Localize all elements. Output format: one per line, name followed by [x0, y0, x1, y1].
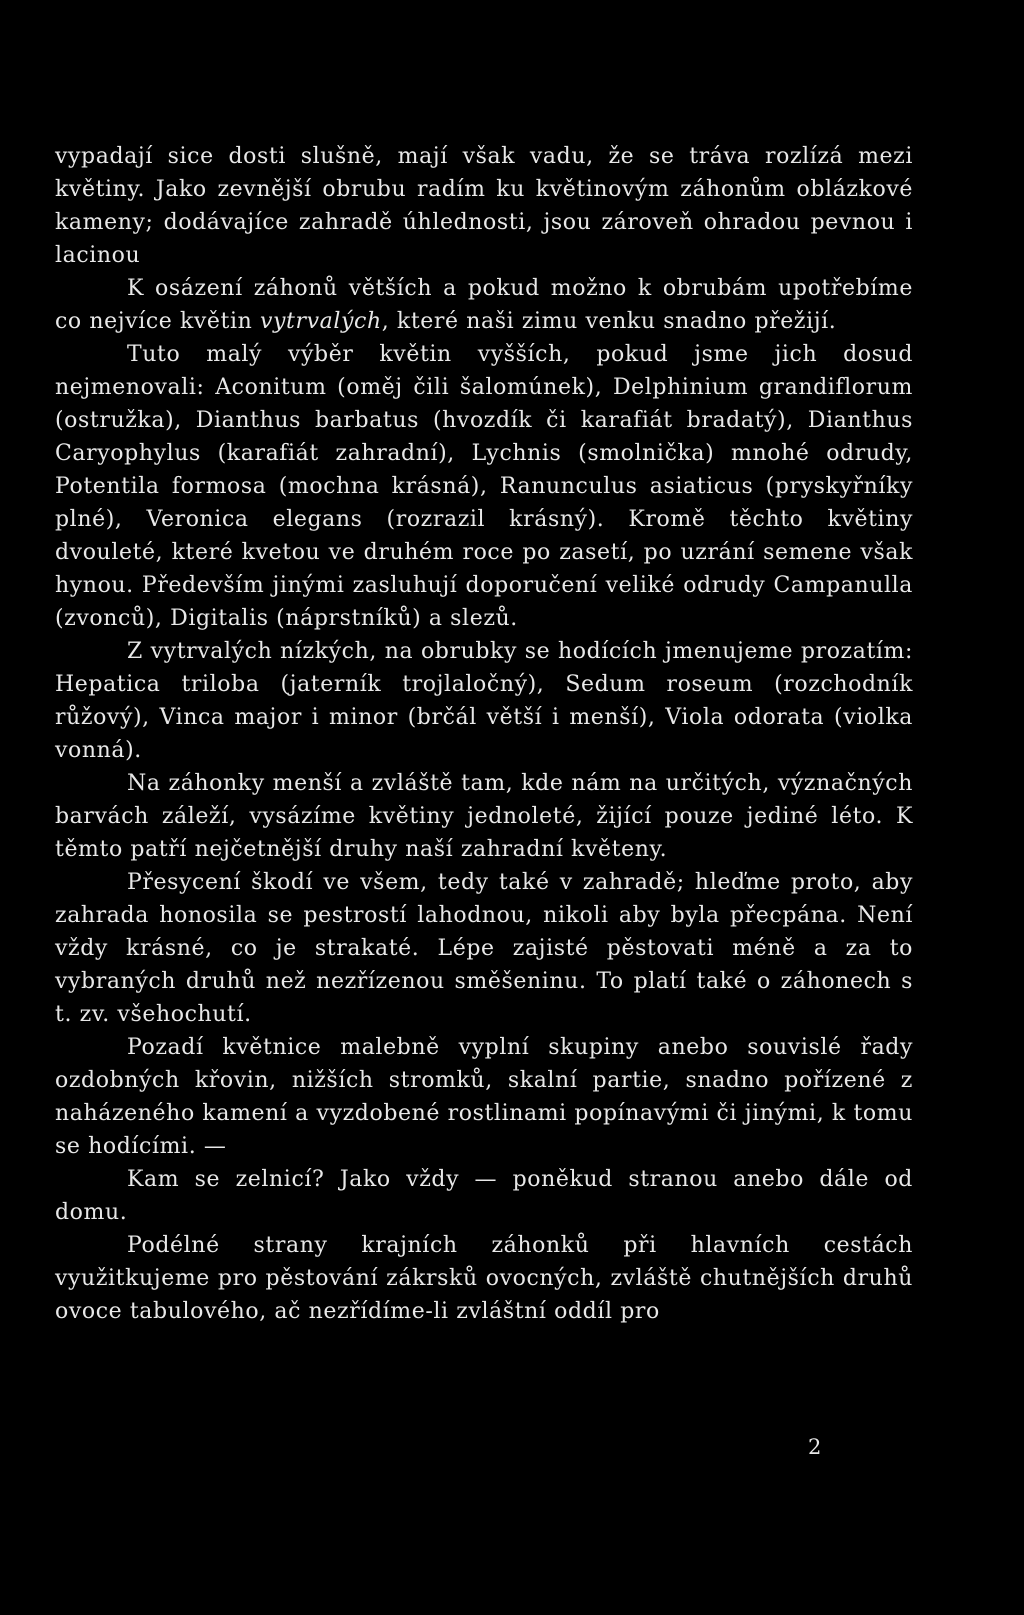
paragraph-2: [55, 272, 913, 338]
paragraph-6: Přesycení škodí ve všem, tedy také v zahradě; hleďme proto, aby zahrada honosila se pestrostí lahodnou, nikoli aby byla přecpána. Není vždy krásné, co je strakaté. Lépe zajisté pěstovati méně a za to vybraných druhů než nezřízenou směšeninu. To platí také o záhonech s t. zv. všehochutí.: [55, 870, 913, 1027]
paragraph-9: Podélné strany krajních záhonků při hlavních cestách využitkujeme pro pěstování zákrsků ovocných, zvláště chutnějších druhů ovoce tabulového, ač nezřídíme-li zvláštní oddíl pro: [55, 1233, 913, 1324]
paragraph-2-before: K osázení záhonů větších a pokud možno k obrubám upotřebíme co nejvíce květin: [55, 276, 913, 334]
paragraph-3: Tuto malý výběr květin vyšších, pokud jsme jich dosud nejmenovali: Aconitum (oměj čili šalomúnek), Delphinium grandiflorum (ostružka), Dianthus barbatus (hvozdík či karafiát bradatý), Dianthus Caryophylus (karafiát zahradní), Lychnis (smolnička) mnohé odrudy, Potentila formosa (mochna krásná), Ranunculus asiaticus (pryskyřníky plné), Veronica elegans (rozrazil krásný). Kromě těchto květiny dvouleté, které kvetou ve druhém roce po zasetí, po uzrání semene však hynou. Především jinými zasluhují doporučení veliké odrudy Campanulla (zvonců), Digitalis (náprstníků) a slezů.: [55, 342, 913, 631]
paragraph-7: Pozadí květnice malebně vyplní skupiny anebo souvislé řady ozdobných křovin, nižších stromků, skalní partie, snadno pořízené z naházeného kamení a vyzdobené rostlinami popínavými či jinými, k tomu se hodícími. —: [55, 1035, 913, 1159]
paragraph-1: vypadají sice dosti slušně, mají však vadu, že se tráva rozlízá mezi květiny. Jako zevnější obrubu radím ku květinovým záhonům oblázkové kameny; dodávajíce zahradě úhlednosti, jsou zároveň ohradou pevnou i lacinou: [55, 144, 913, 268]
paragraph-5: Na záhonky menší a zvláště tam, kde nám na určitých, význačných barvách záleží, vysázíme květiny jednoleté, žijící pouze jediné léto. K těmto patří nejčetnější druhy naší zahradní květeny.: [55, 771, 913, 862]
paragraph-2-after: , které naši zimu venku snadno přežijí.: [381, 309, 837, 334]
page-text: [55, 140, 913, 1328]
paragraph-2-emphasis: vytrvalých: [260, 309, 382, 334]
page-number: 2: [808, 1435, 822, 1459]
paragraph-4: Z vytrvalých nízkých, na obrubky se hodících jmenujeme prozatím: Hepatica triloba (jaterník trojlaločný), Sedum roseum (rozchodník růžový), Vinca major i minor (brčál větší i menší), Viola odorata (violka vonná).: [55, 639, 913, 763]
paragraph-8: Kam se zelnicí? Jako vždy — poněkud stranou anebo dále od domu.: [55, 1167, 913, 1225]
